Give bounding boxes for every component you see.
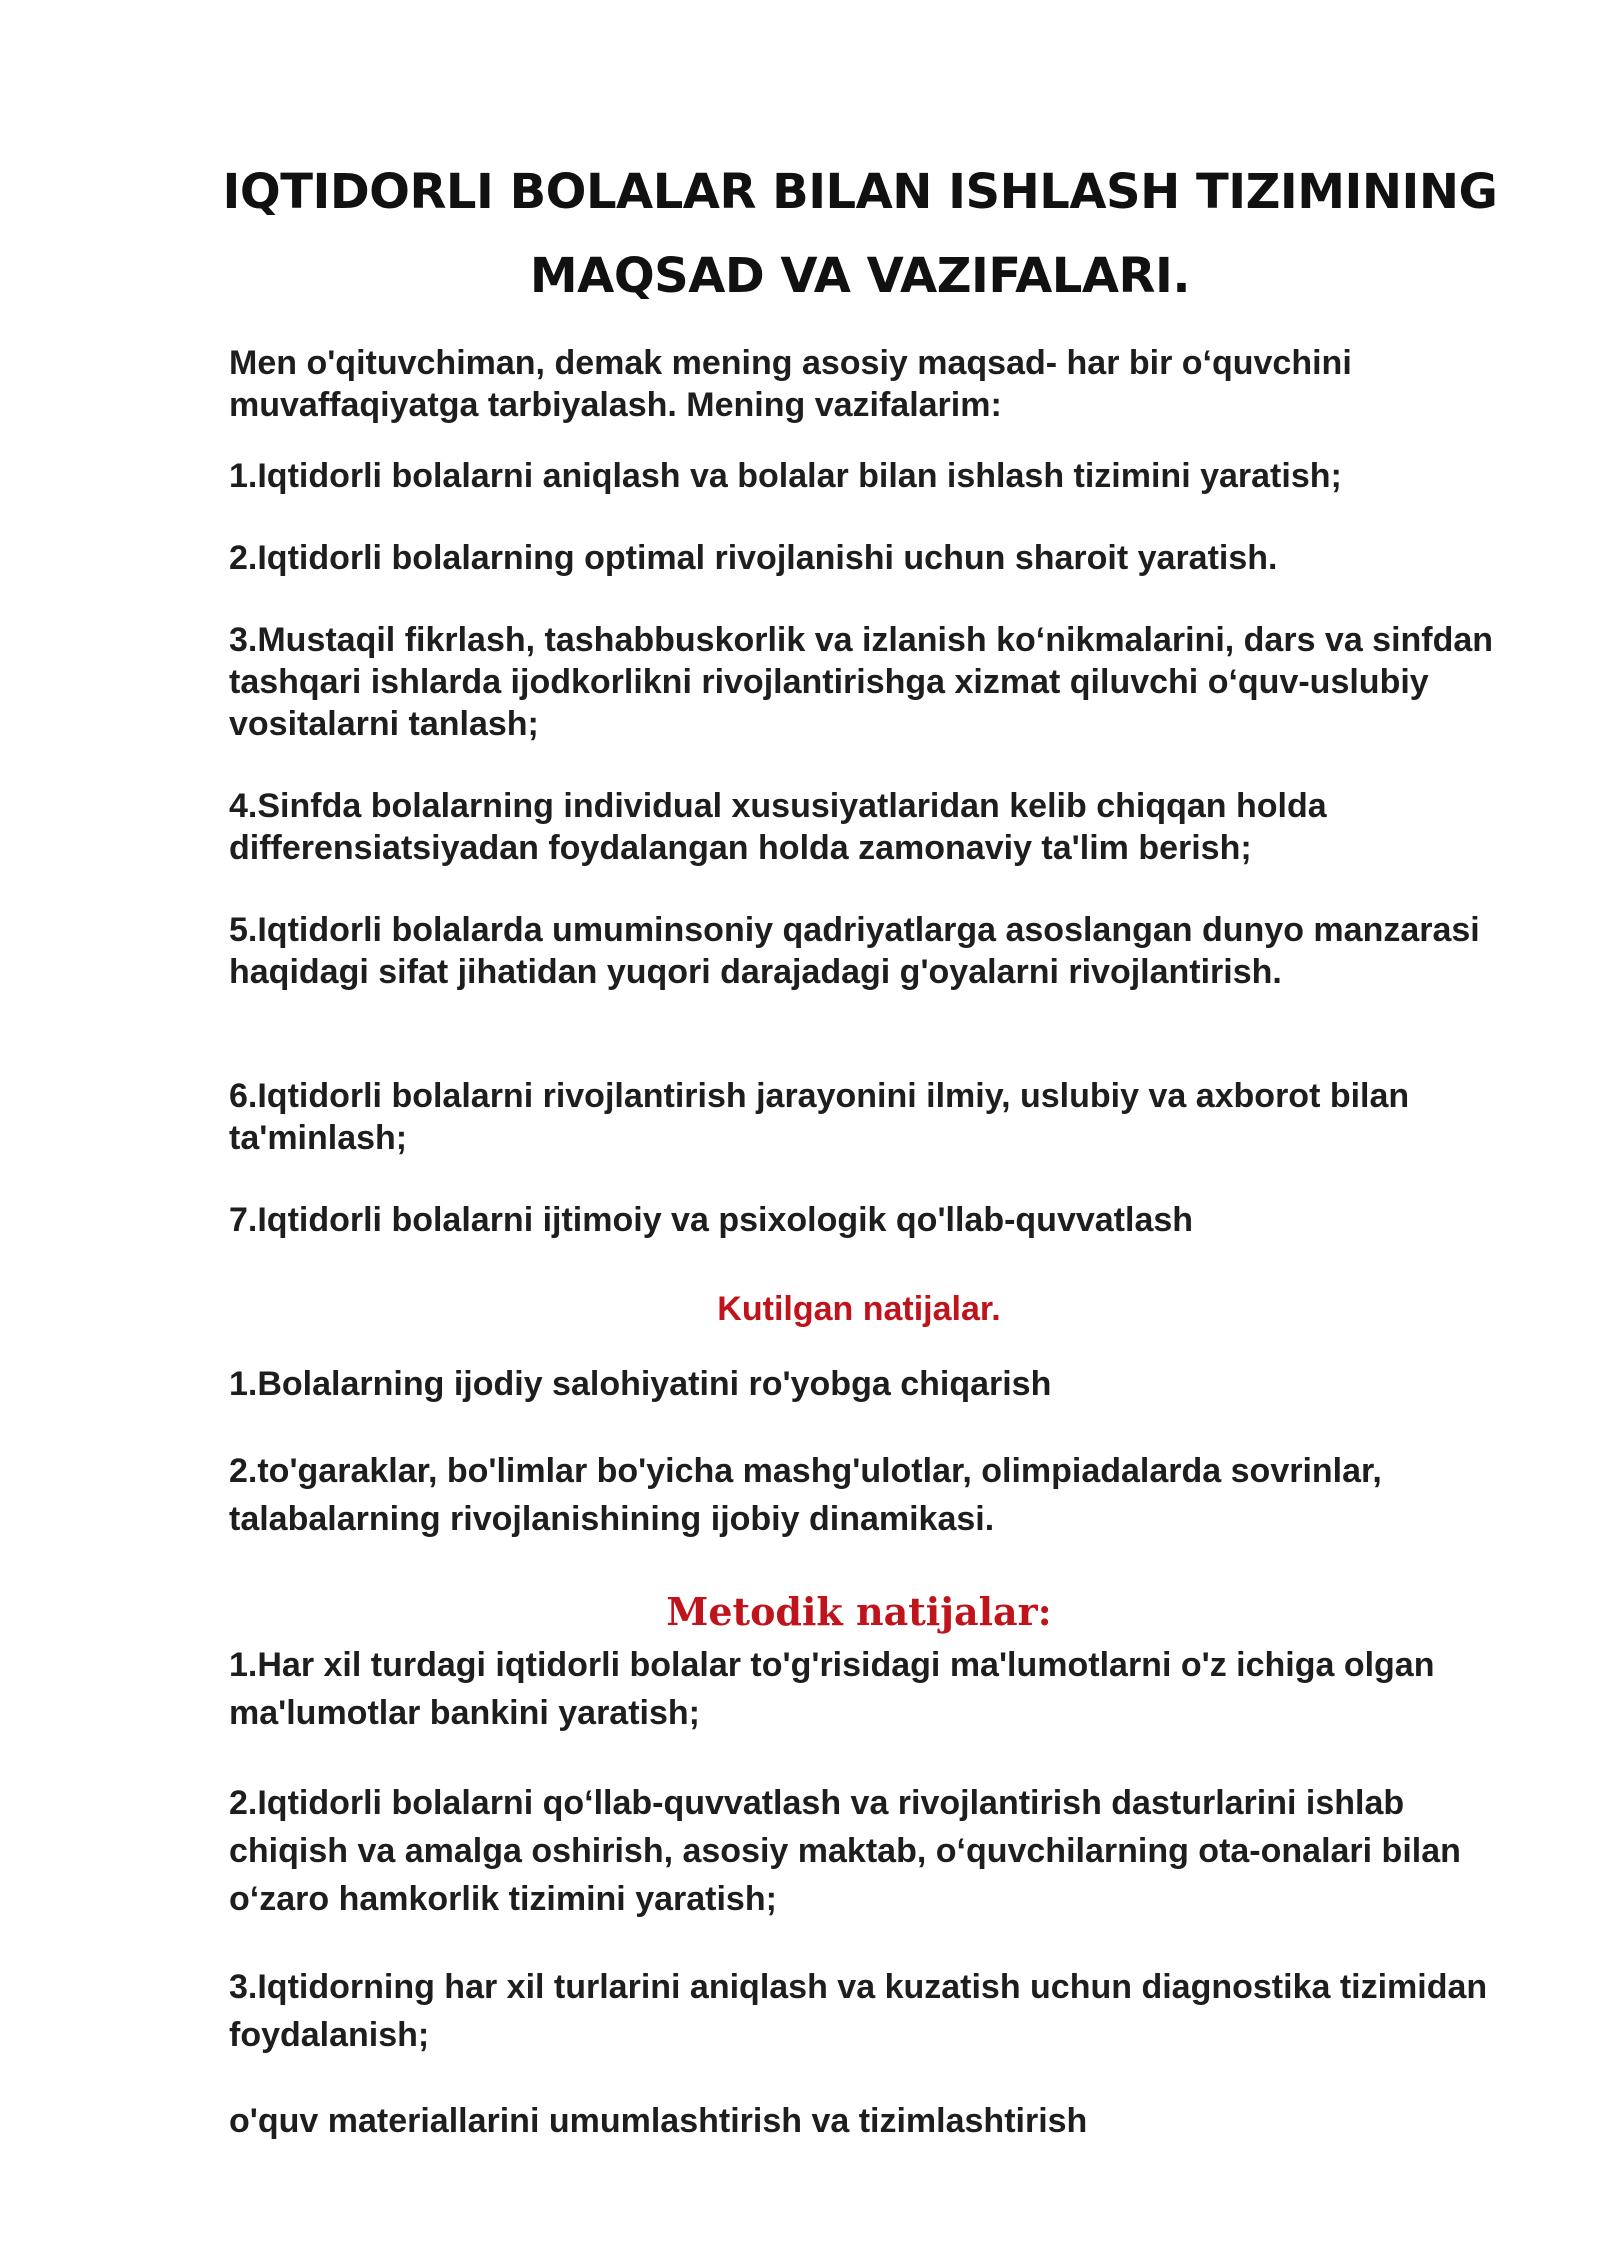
expected-item-2: 2.to'garaklar, bo'limlar bo'yicha mashg'ulotlar, olimpiadalarda sovrinlar, talabalarning rivojlanishining ijobiy dinamikasi. <box>229 1452 1382 1538</box>
methodical-results-heading: Metodik natijalar: <box>666 1589 1052 1634</box>
task-item-6: 6.Iqtidorli bolalarni rivojlantirish jarayonini ilmiy, uslubiy va axborot bilan ta'minlash; <box>229 1077 1410 1157</box>
expected-item-1: 1.Bolalarning ijodiy salohiyatini ro'yobga chiqarish <box>229 1365 1052 1403</box>
task-item-1: 1.Iqtidorli bolalarni aniqlash va bolalar bilan ishlash tizimini yaratish; <box>229 457 1342 495</box>
task-item-4: 4.Sinfda bolalarning individual xususiyatlaridan kelib chiqqan holda differensiatsiyadan foydalangan holda zamonaviy ta'lim berish; <box>229 787 1327 867</box>
intro-paragraph: Men o'qituvchiman, demak mening asosiy maqsad- har bir o‘quvchini muvaffaqiyatga tarbiyalash. Mening vazifalarim: <box>229 344 1352 424</box>
methodical-item-2: 2.Iqtidorli bolalarni qo‘llab-quvvatlash va rivojlantirish dasturlarini ishlab chiqish va amalga oshirish, asosiy maktab, o‘quvchilarning ota-onalari bilan o‘zaro hamkorlik tizimini yaratish; <box>229 1784 1461 1918</box>
title-line-2: MAQSAD VA VAZIFALARI. <box>529 248 1191 304</box>
methodical-item-1: 1.Har xil turdagi iqtidorli bolalar to'g'risidagi ma'lumotlarni o'z ichiga olgan ma'lumotlar bankini yaratish; <box>229 1646 1435 1732</box>
title-line-1: IQTIDORLI BOLALAR BILAN ISHLASH TIZIMINING <box>222 164 1498 220</box>
methodical-item-4: o'quv materiallarini umumlashtirish va tizimlashtirish <box>229 2102 1088 2140</box>
task-item-3: 3.Mustaqil fikrlash, tashabbuskorlik va izlanish ko‘nikmalarini, dars va sinfdan tashqari ishlarda ijodkorlikni rivojlantirishga xizmat qiluvchi o‘quv-uslubiy vositalarni tanlash; <box>229 621 1494 743</box>
task-item-5: 5.Iqtidorli bolalarda umuminsoniy qadriyatlarga asoslangan dunyo manzarasi haqidagi sifat jihatidan yuqori darajadagi g'oyalarni rivojlantirish. <box>229 911 1480 991</box>
document-title <box>180 150 1540 318</box>
expected-results-heading: Kutilgan natijalar. <box>717 1290 1001 1328</box>
task-item-2: 2.Iqtidorli bolalarning optimal rivojlanishi uchun sharoit yaratish. <box>229 539 1278 577</box>
methodical-item-3: 3.Iqtidorning har xil turlarini aniqlash va kuzatish uchun diagnostika tizimidan foydalanish; <box>229 1968 1488 2054</box>
task-item-7: 7.Iqtidorli bolalarni ijtimoiy va psixologik qo'llab-quvvatlash <box>229 1201 1194 1239</box>
